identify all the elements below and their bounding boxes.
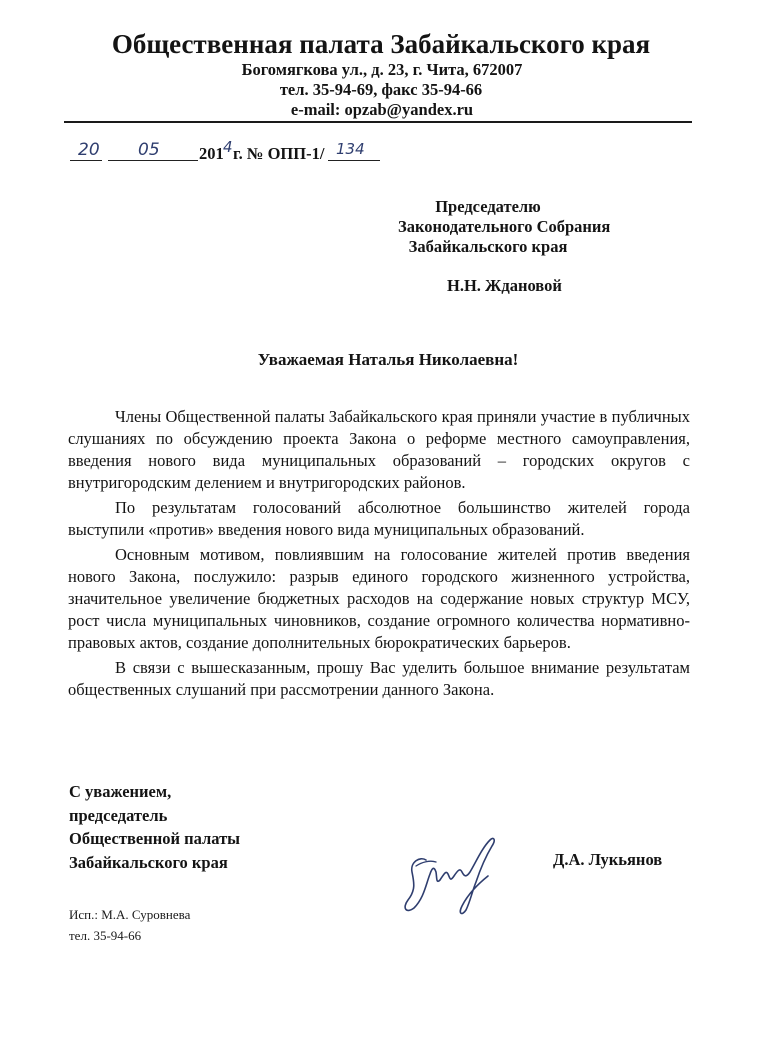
body-paragraph: Основным мотивом, повлиявшим на голосование жителей против введения нового Закона, послужило: разрыв единого городского жизненного устройства, значительное увеличение бюджетных расходов на содержание новых структур МСУ, рост числа муниципальных чиновников, создание огромного количества нормативно-правовых актов, создание дополнительных бюрократических барьеров.: [68, 545, 690, 652]
closing-block: [69, 780, 240, 874]
closing-line: председатель: [69, 805, 168, 825]
handwritten-signature: [396, 826, 516, 926]
executor-block: [69, 904, 190, 946]
addressee-block: [398, 197, 611, 257]
organization-name: Общественная палата Забайкальского края: [111, 29, 651, 59]
letter-body: [68, 406, 690, 701]
organization-address: Богомягкова ул., д. 23, г. Чита, 672007: [241, 60, 523, 79]
body-paragraph: В связи с вышесказанным, прошу Вас уделить большое внимание результатам общественных слушаний при рассмотрении данного Закона.: [68, 658, 690, 699]
closing-line: Общественной палаты: [69, 829, 241, 848]
organization-email: e-mail: opzab@yandex.ru: [290, 100, 474, 119]
organization-phones: тел. 35-94-69, факс 35-94-66: [279, 80, 483, 99]
addressee-line: Законодательного Собрания: [398, 217, 611, 236]
addressee-name: Н.Н. Ждановой: [447, 276, 562, 295]
registration-prefix: г. № ОПП-1/: [233, 144, 325, 163]
closing-line: Забайкальского края: [69, 852, 228, 872]
executor-phone: тел. 35-94-66: [69, 928, 142, 943]
handwritten-month: 05: [138, 140, 160, 160]
addressee-line: Забайкальского края: [408, 237, 568, 256]
greeting: Уважаемая Наталья Николаевна!: [257, 350, 519, 369]
executor-name: Исп.: М.А. Суровнева: [69, 907, 191, 922]
handwritten-day: 20: [78, 140, 100, 160]
signer-name: Д.А. Лукьянов: [553, 850, 663, 869]
number-underline: [328, 160, 380, 161]
closing-line: С уважением,: [69, 782, 172, 801]
body-paragraph: Члены Общественной палаты Забайкальского края приняли участие в публичных слушаниях по обсуждению проекта Закона о реформе местного самоуправления, введения нового вида муниципальных образований – городских округов с внутригородским делением и внутригородских районов.: [68, 407, 690, 492]
day-underline: [70, 160, 102, 161]
year-prefix: 201: [199, 144, 224, 163]
body-paragraph: По результатам голосований абсолютное большинство жителей города выступили «против» введения нового вида муниципальных образований.: [68, 498, 690, 539]
month-underline: [108, 160, 198, 161]
addressee-line: Председателю: [435, 197, 541, 216]
letterhead-divider: [64, 121, 692, 123]
handwritten-number: 134: [336, 140, 365, 158]
handwritten-year-digit: 4: [223, 138, 233, 156]
